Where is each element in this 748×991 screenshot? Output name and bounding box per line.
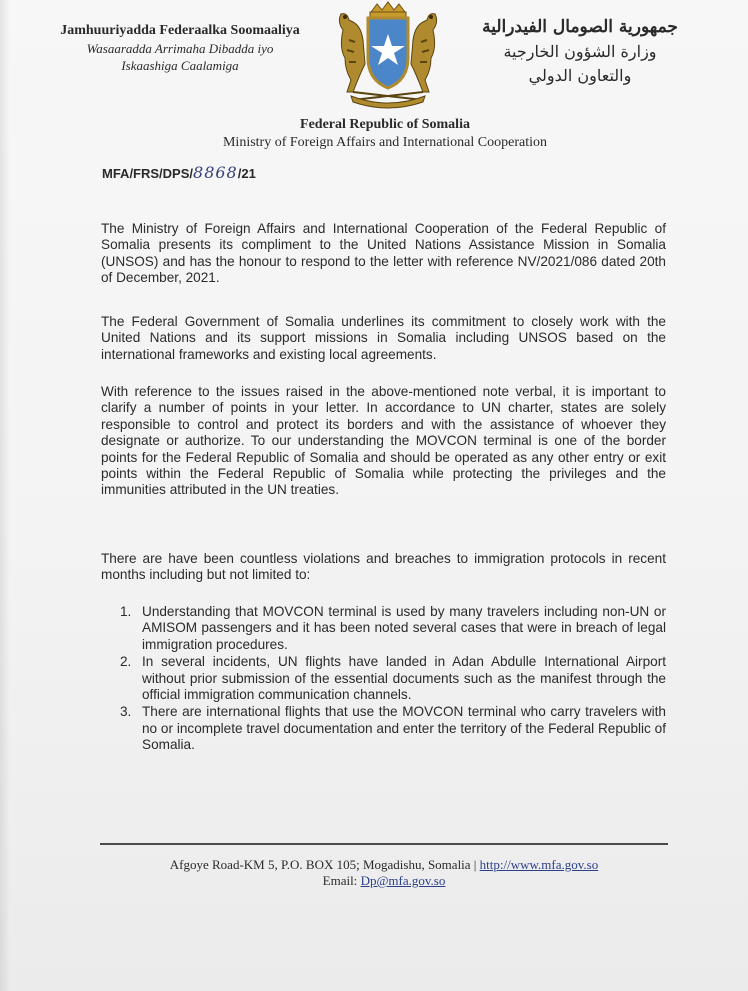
email-label: Email:	[322, 873, 358, 888]
letterhead-arabic	[430, 14, 730, 88]
paragraph-intro: The Ministry of Foreign Affairs and International Cooperation of the Federal Republic of Somalia presents its compliment to the United Nations Assistance Mission in Somalia (UNSOS) and has the honour to respond to the letter with reference NV/2021/086 dated 20th of December, 2021.	[101, 221, 666, 286]
reference-suffix: /21	[237, 166, 256, 181]
list-item	[120, 654, 666, 703]
list-item-number: 2.	[120, 654, 132, 670]
violations-list	[120, 604, 666, 755]
list-item-text: There are international flights that use the MOVCON terminal who carry travelers with no or incomplete travel documentation and enter the territory of the Federal Republic of Somalia.	[142, 704, 666, 753]
country-title: Federal Republic of Somalia	[300, 117, 470, 132]
reference-handwritten-number: 8868	[193, 163, 238, 182]
footer-address: Afgoye Road-KM 5, P.O. BOX 105; Mogadishu, Somalia |	[169, 857, 477, 872]
footer-divider	[100, 843, 668, 845]
footer-address-line	[100, 857, 668, 873]
letterhead-english	[150, 116, 620, 152]
list-item	[120, 704, 666, 753]
reference-prefix: MFA/FRS/DPS/	[102, 166, 194, 181]
page-shadow	[0, 0, 10, 991]
footer-email-line	[100, 873, 668, 889]
list-item-number: 1.	[120, 604, 132, 619]
reference-number	[102, 163, 256, 182]
somali-line-1: Jamhuuriyadda Federaalka Soomaaliya	[60, 23, 300, 38]
footer	[100, 857, 668, 889]
list-item-text: Understanding that MOVCON terminal is used by many travelers including non-UN or AMISOM passengers and it has been noted several cases that were in breach of legal immigration procedures.	[142, 604, 666, 652]
ministry-title: Ministry of Foreign Affairs and International Cooperation	[222, 135, 547, 150]
list-item-number: 3.	[120, 704, 132, 720]
arabic-line-1: جمهورية الصومال الفيدرالية	[482, 17, 678, 37]
somali-line-2: Wasaaradda Arrimaha Dibadda iyo	[86, 41, 274, 56]
paragraph-movcon: With reference to the issues raised in the above-mentioned note verbal, it is important to clarify a number of points in your letter. In accordance to UN charter, states are solely responsible to control and protect its borders and with the assistance of whoever they designate or authorize. To our understanding the MOVCON terminal is one of the border points for the Federal Republic of Somalia and should be operated as any other entry or exit points within the Federal Republic of Somalia while protecting the privileges and the immunities attributed in the UN treaties.	[101, 384, 666, 498]
paragraph-violations: There are have been countless violations and breaches to immigration protocols in recent months including but not limited to:	[101, 551, 666, 583]
list-item-text: In several incidents, UN flights have landed in Adan Abdulle International Airport without prior submission of the essential documents such as the manifest through the official immigration communication channels.	[142, 654, 666, 703]
somali-line-3: Iskaashiga Caalamiga	[121, 58, 239, 73]
email-link[interactable]: Dp@mfa.gov.so	[360, 873, 446, 888]
paragraph-commitment: The Federal Government of Somalia underlines its commitment to closely work with the United Nations and its support missions in Somalia including UNSOS based on the international frameworks and existing local agreements.	[101, 314, 666, 362]
arabic-line-3: والتعاون الدولي	[528, 66, 632, 85]
letterhead-somali	[30, 22, 330, 74]
arabic-line-2: وزارة الشؤون الخارجية	[503, 42, 657, 61]
list-item	[120, 604, 666, 653]
website-link[interactable]: http://www.mfa.gov.so	[479, 857, 599, 872]
